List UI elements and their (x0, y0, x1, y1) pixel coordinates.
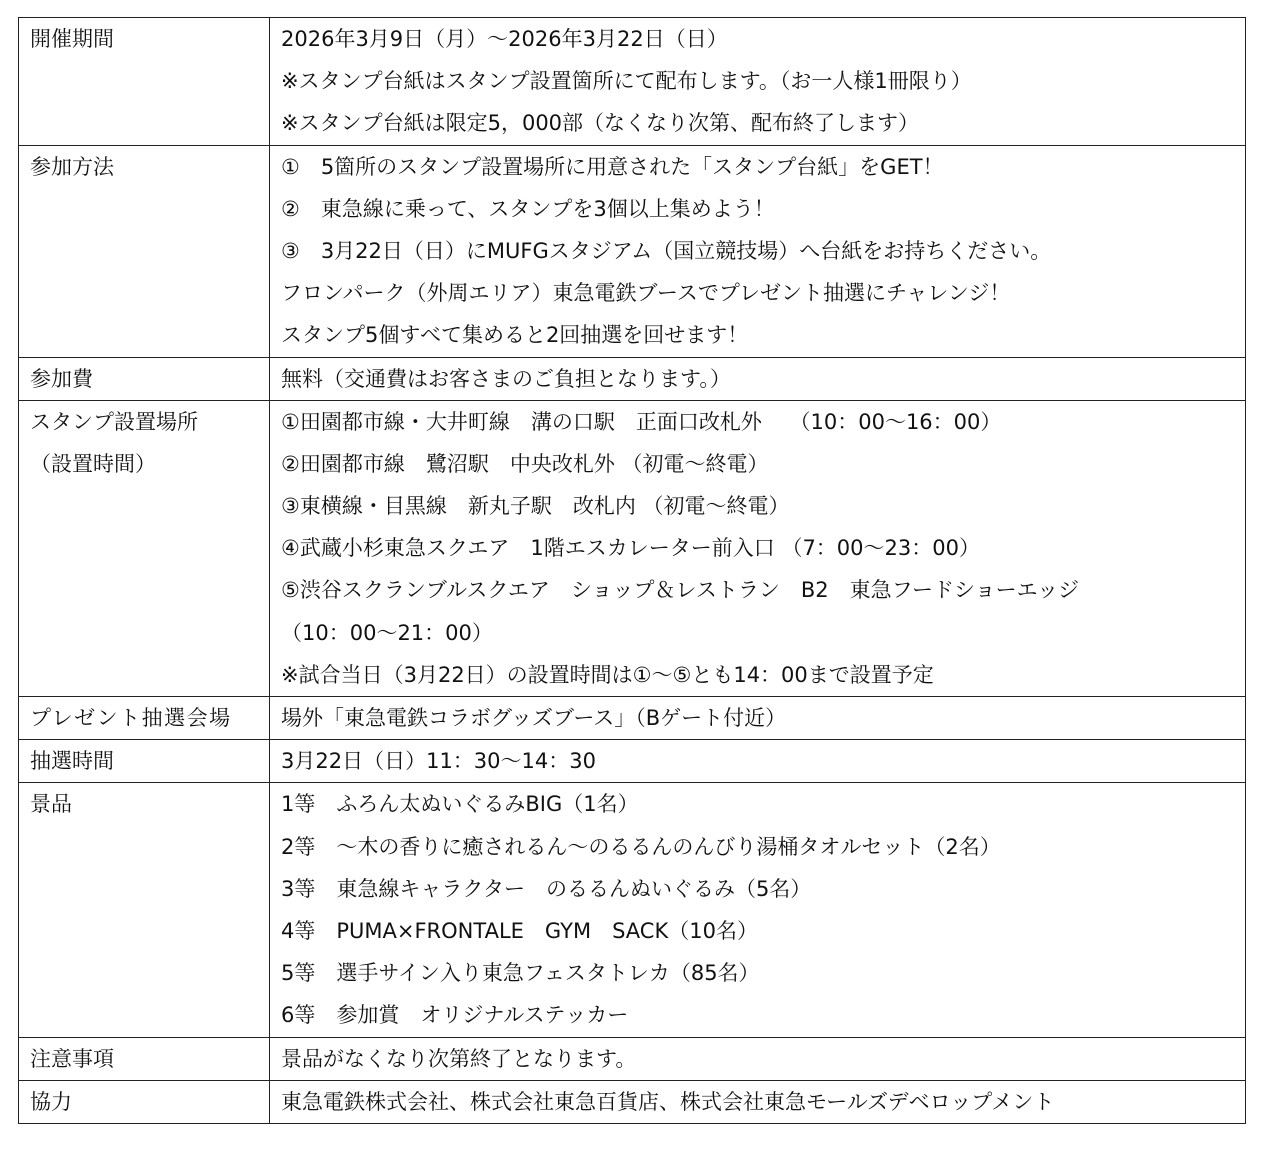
join-note-booth: フロンパーク（外周エリア）東急電鉄ブースでプレゼント抽選にチャレンジ！ (281, 281, 1011, 306)
location-5-hours: （10：00～21：00） (281, 620, 493, 645)
notes-text: 景品がなくなり次第終了となります。 (281, 1046, 637, 1071)
prize-4: 4等 PUMA×FRONTALE GYM SACK（10名） (281, 918, 758, 943)
label-cell (19, 357, 270, 400)
label-prizes: 景品 (30, 792, 72, 817)
row-period (19, 18, 1246, 146)
step-1: ① 5箇所のスタンプ設置場所に用意された「スタンプ台紙」をGET！ (281, 154, 944, 179)
step-3: ③ 3月22日（日）にMUFGスタジアム（国立競技場）へ台紙をお持ちください。 (281, 238, 1052, 263)
row-lottery-venue (19, 697, 1246, 740)
label-cell (19, 783, 270, 1037)
value-cell (270, 697, 1246, 740)
location-match-day-note: ※試合当日（3月22日）の設置時間は①～⑤とも14：00まで設置予定 (281, 662, 934, 687)
prize-2: 2等 ～木の香りに癒されるん～のるるんのんびり湯桶タオルセット（2名） (281, 834, 1001, 859)
period-note-limit: ※スタンプ台紙は限定5，000部（なくなり次第、配布終了します） (281, 111, 920, 136)
label-lottery-time: 抽選時間 (30, 749, 114, 774)
row-notes (19, 1037, 1246, 1080)
period-dates: 2026年3月9日（月）～2026年3月22日（日） (281, 27, 728, 51)
location-5: ⑤渋谷スクランブルスクエア ショップ＆レストラン B2 東急フードショーエッジ (281, 578, 1080, 603)
label-cell (19, 1037, 270, 1080)
label-notes: 注意事項 (30, 1046, 114, 1071)
value-cell (270, 18, 1246, 146)
label-fee: 参加費 (30, 366, 93, 391)
row-cooperation (19, 1080, 1246, 1123)
period-note-distribution: ※スタンプ台紙はスタンプ設置箇所にて配布します。（お一人様1冊限り） (281, 69, 972, 94)
join-note-bonus: スタンプ5個すべて集めると2回抽選を回せます！ (281, 323, 749, 348)
row-prizes (19, 783, 1246, 1037)
row-how-to-join (19, 145, 1246, 357)
event-info-table (18, 17, 1246, 1124)
row-lottery-time (19, 740, 1246, 783)
label-cell (19, 400, 270, 696)
label-cell (19, 1080, 270, 1123)
cooperation-text: 東急電鉄株式会社、株式会社東急百貨店、株式会社東急モールズデベロップメント (281, 1089, 1055, 1114)
location-3: ③東横線・目黒線 新丸子駅 改札内 （初電～終電） (281, 494, 790, 519)
label-stamp-hours: （設置時間） (30, 451, 156, 476)
value-cell (270, 400, 1246, 696)
label-stamp-locations: スタンプ設置場所 (30, 409, 198, 434)
fee-text: 無料（交通費はお客さまのご負担となります。） (281, 366, 731, 391)
prize-1: 1等 ふろん太ぬいぐるみBIG（1名） (281, 792, 639, 817)
label-cell (19, 18, 270, 146)
value-cell (270, 1080, 1246, 1123)
value-cell (270, 357, 1246, 400)
value-cell (270, 783, 1246, 1037)
location-2: ②田園都市線 鷺沼駅 中央改札外 （初電～終電） (281, 451, 769, 476)
value-cell (270, 1037, 1246, 1080)
label-cell (19, 740, 270, 783)
location-1: ①田園都市線・大井町線 溝の口駅 正面口改札外 （10：00～16：00） (281, 409, 1002, 434)
prize-5: 5等 選手サイン入り東急フェスタトレカ（85名） (281, 961, 760, 986)
label-cell (19, 697, 270, 740)
lottery-time-text: 3月22日（日）11：30～14：30 (281, 749, 596, 774)
row-stamp-locations (19, 400, 1246, 696)
row-fee (19, 357, 1246, 400)
value-cell (270, 740, 1246, 783)
lottery-venue-text: 場外「東急電鉄コラボグッズブース」（Bゲート付近） (281, 706, 787, 730)
label-cooperation: 協力 (30, 1089, 72, 1114)
label-cell (19, 145, 270, 357)
prize-6: 6等 参加賞 オリジナルステッカー (281, 1003, 629, 1028)
step-2: ② 東急線に乗って、スタンプを3個以上集めよう！ (281, 196, 775, 221)
value-cell (270, 145, 1246, 357)
prize-3: 3等 東急線キャラクター のるるんぬいぐるみ（5名） (281, 876, 812, 901)
label-period: 開催期間 (30, 27, 114, 51)
label-how-to-join: 参加方法 (30, 154, 114, 179)
location-4: ④武蔵小杉東急スクエア 1階エスカレーター前入口 （7：00～23：00） (281, 536, 980, 561)
label-lottery-venue: プレゼント抽選会場 (30, 706, 232, 730)
